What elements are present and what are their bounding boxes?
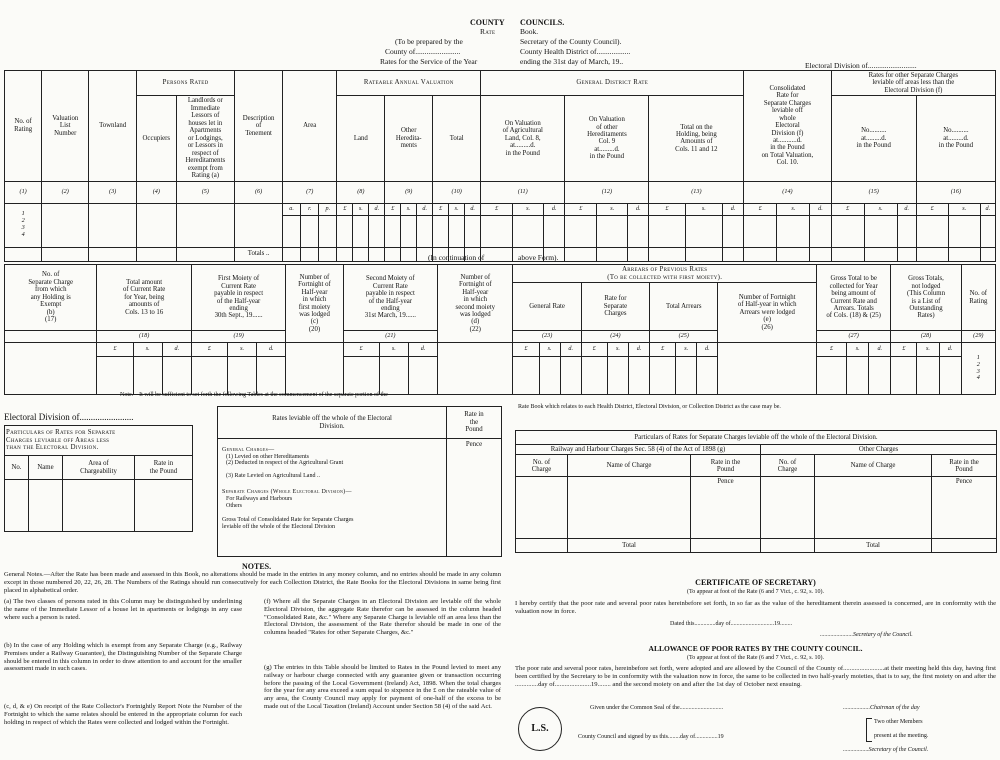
- unit-shillings: s.: [917, 343, 939, 357]
- middle-rating-table: [4, 264, 996, 395]
- col-no-separate: No. of Separate Charge from which any Holding is Exempt (b) (17): [5, 265, 97, 331]
- colnum-4: (4): [137, 181, 176, 203]
- unit-shillings: s.: [847, 343, 869, 357]
- allow-members: Two other Members: [874, 719, 923, 725]
- unit-pence: d.: [162, 343, 191, 357]
- col-second-moiety: Second Moiety of Current Rate payable in respect of the Half-year ending 31st March, 19......: [343, 265, 437, 331]
- header-prepared-by: (To be prepared by the: [395, 37, 463, 46]
- header-rate: Rate: [480, 27, 496, 36]
- colnum-28: (28): [891, 331, 961, 343]
- col-no-rating: No. of Rating: [5, 71, 42, 182]
- unit-shillings: s.: [948, 203, 980, 215]
- col-no1: No.......... at.........d. in the Pound: [831, 96, 916, 181]
- col-fortnight1: Number of Fortnight of Half-year in which first moiety was lodged (c) (20): [286, 265, 343, 343]
- col-gross-lodged: Gross Totals, not lodged (This Column is a List of Outstanding Rates): [891, 265, 961, 331]
- col-occupiers: Occupiers: [137, 96, 176, 181]
- unit-pounds: £: [649, 203, 685, 215]
- col-total-current: Total amount of Current Rate for Year, being amounts of Cols. 13 to 16: [97, 265, 191, 331]
- unit-pounds: £: [916, 203, 948, 215]
- unit-shillings: s.: [353, 203, 369, 215]
- header-county-of: County of........................: [385, 47, 461, 56]
- col-land: Land: [337, 96, 385, 181]
- header-health-district: County Health District of..................: [520, 47, 631, 56]
- small-left-ed: Electoral Division of........................: [4, 412, 134, 422]
- colnum-19: (19): [191, 331, 285, 343]
- cert-body: I hereby certify that the poor rate and several poor rates hereinbefore set forth, in so far as the value of the hereditament therein assessed is concerned, are in conformity with the valuation now in force.: [515, 600, 996, 615]
- unit-shillings: s.: [777, 203, 810, 215]
- notes-f: (f) Where all the Separate Charges in an Electoral Division are leviable off the whole Electoral Division, the aggregate Rate therefor can be assessed in the column headed "Consolidated Rate, &c." Where any Separate Charge is leviable off an area less than the Electoral Division, the assessment of the Rate therefor should be made in one of the columns headed "Rates for other Separate Charges, &c.": [264, 598, 501, 637]
- center-sep2: Others: [226, 502, 242, 509]
- center-gross: Gross Total of Consolidated Rate for Separate Charges leviable off the whole of the Electoral Division: [222, 517, 354, 530]
- right-rate-pound-1: Rate in the Pound: [691, 455, 761, 477]
- note-line-left: Note.—It will be sufficient to set forth the following Tables at the commencement of the separate portion of the: [120, 392, 388, 398]
- unit-shillings: s.: [449, 203, 465, 215]
- notes-general: General Notes.—After the Rate has been made and assessed in this Book, no alterations should be made in the entries in any money column, and no entries should be made in any column except in those numbered 20, 22, 26, 28. The Numbers of the Ratings should run consecutively for each Collection District, the Rate Books for the Electoral Divisions in same being first placed in alphabetical order.: [4, 571, 501, 594]
- allow-present: present at the meeting.: [874, 733, 929, 739]
- unit-pence: d.: [544, 203, 565, 215]
- totals-label: Totals ..: [235, 247, 283, 261]
- unit-pounds: £: [481, 203, 513, 215]
- colnum-9: (9): [385, 181, 433, 203]
- unit-pounds: £: [97, 343, 133, 357]
- header-secretary: Secretary of the County Council).: [520, 37, 622, 46]
- unit-pounds: £: [744, 203, 777, 215]
- col-no-rating-2: No. of Rating: [961, 265, 995, 331]
- unit-shillings: s.: [228, 343, 257, 357]
- colnum-15: (15): [831, 181, 916, 203]
- unit-pounds: £: [191, 343, 227, 357]
- right-charges-table: [515, 430, 997, 553]
- col-general-district: General District Rate: [481, 71, 744, 96]
- col-on-other: On Valuation of other Hereditaments Col. 9 at.........d. in the Pound: [565, 96, 649, 181]
- right-no-charge-1: No. of Charge: [516, 455, 568, 477]
- colnum-29: (29): [961, 331, 995, 343]
- col-arrears: Arrears of Previous Rates (To be collected with first moiety).: [513, 265, 817, 283]
- unit-pence: d.: [628, 203, 649, 215]
- unit-pounds: £: [650, 343, 676, 357]
- right-rate-pound-2: Rate in the Pound: [932, 455, 997, 477]
- right-name-charge-2: Name of Charge: [815, 455, 932, 477]
- colnum-27: (27): [817, 331, 891, 343]
- allow-given: Given under the Common Seal of the.............................: [590, 705, 724, 711]
- right-total-1: Total: [568, 539, 691, 553]
- center-rate-head: Rate in the Pound: [447, 407, 502, 439]
- col-other-hered: Other Heredita- ments: [385, 96, 433, 181]
- row-numbers-2: 1 2 3 4: [961, 343, 995, 395]
- unit-shillings: s.: [864, 203, 897, 215]
- unit-pounds: £: [343, 343, 379, 357]
- header-county: COUNTY: [470, 18, 505, 27]
- col-total-arrears: Total Arrears: [650, 283, 718, 331]
- header-ending: ending the 31st day of March, 19..: [520, 57, 624, 66]
- unit-shillings: s.: [133, 343, 162, 357]
- cert-sign: ......................Secretary of the Council.: [820, 632, 913, 638]
- colnum-10: (10): [433, 181, 481, 203]
- center-rates-table: [217, 406, 502, 557]
- unit-shillings: s.: [379, 343, 408, 357]
- unit-pence: d.: [560, 343, 581, 357]
- notes-g: (g) The entries in this Table should be limited to Rates in the Pound levied to meet any railway or harbour charge connected with any guarantee given or transaction occurring before the passing of the Local Government (Ireland) Act, 1898. When the total charges for the year for any area exceed a sum equal to sixpence in the £ on the rateable value of any area, the County Council may apply for payment of one-half of the excess to be made out of the Local Taxation (Ireland) Account under Section 58 (4) of the said Act.: [264, 664, 501, 710]
- col-valuation: Valuation List Number: [42, 71, 89, 182]
- colnum-18: (18): [97, 331, 191, 343]
- unit-pounds: £: [513, 343, 539, 357]
- colnum-2: (2): [42, 181, 89, 203]
- unit-shillings: s.: [607, 343, 628, 357]
- seal-circle: [518, 707, 562, 751]
- unit-pence: d.: [939, 343, 961, 357]
- unit-pounds: £: [817, 343, 847, 357]
- colnum-14: (14): [744, 181, 831, 203]
- small-left-area: Area of Chargeability: [63, 456, 135, 480]
- notes-b: (b) In the case of any Holding which is exempt from any Separate Charge (e.g., Railway Premises under a Railway Guarantee), the Distinguishing Number of the Separate Charge should be entered in this column in order to draw attention to and account for the smaller assessment made in such cases.: [4, 642, 242, 673]
- unit-shillings: s.: [685, 203, 722, 215]
- unit-pounds: £: [891, 343, 917, 357]
- colnum-11: (11): [481, 181, 565, 203]
- unit-shillings: s.: [597, 203, 628, 215]
- cert-title: CERTIFICATE OF SECRETARY): [695, 578, 816, 587]
- colnum-5: (5): [176, 181, 235, 203]
- unit-acres: a.: [283, 203, 301, 215]
- seal-label: L.S.: [531, 723, 549, 735]
- right-title: Particulars of Rates for Separate Charges leviable off the whole of the Electoral Division.: [516, 431, 997, 445]
- col-on-agri: On Valuation of Agricultural Land, Col. 8, at.........d. in the Pound: [481, 96, 565, 181]
- col-rateable: Rateable Annual Valuation: [337, 71, 481, 96]
- col-rate-separate: Rate for Separate Charges: [581, 283, 649, 331]
- small-left-name: Name: [29, 456, 63, 480]
- right-pence-1: Pence: [691, 477, 761, 539]
- top-rating-table: [4, 70, 996, 262]
- center-gc2: (2) Deducted in respect of the Agricultural Grant: [226, 460, 344, 467]
- unit-pence: d.: [722, 203, 743, 215]
- colnum-12: (12): [565, 181, 649, 203]
- col-consolidated: Consolidated Rate for Separate Charges leviable off whole Electoral Division (f) at...........d. in the Pound on Total Valuation, Col. 10.: [744, 71, 831, 182]
- unit-perches: p.: [319, 203, 337, 215]
- unit-roods: r.: [301, 203, 319, 215]
- unit-pounds: £: [385, 203, 401, 215]
- unit-pounds: £: [337, 203, 353, 215]
- center-gc3: (3) Rate Levied on Agricultural Land ..: [226, 472, 320, 479]
- small-left-rate: Rate in the Pound: [135, 456, 193, 480]
- colnum-3: (3): [89, 181, 137, 203]
- colnum-7: (7): [283, 181, 337, 203]
- col-area: Area: [283, 71, 337, 182]
- center-title: Rates leviable off the whole of the Electoral Division.: [218, 407, 447, 439]
- right-name-charge-1: Name of Charge: [568, 455, 691, 477]
- header-book: Book.: [520, 27, 539, 36]
- col-description: Description of Tenement: [235, 71, 283, 182]
- small-left-no: No.: [5, 456, 29, 480]
- colnum-25: (25): [650, 331, 718, 343]
- colnum-13: (13): [649, 181, 744, 203]
- allow-title: ALLOWANCE OF POOR RATES BY THE COUNTY COUNCIL.: [648, 644, 863, 653]
- center-gc: General Charges—: [222, 447, 275, 453]
- allow-chairman: ..................Chairman of the day: [843, 705, 920, 711]
- allow-sub: (To appear at foot of the Rate (6 and 7 Vict., c. 92, s. 10).: [686, 655, 825, 661]
- col-landlords: Landlords or Immediate Lessors of houses let in Apartments or Lodgings, or Lessors in respect of Hereditaments exempt from Rating (a): [176, 96, 235, 181]
- center-sep1: For Railways and Harbours: [226, 495, 293, 502]
- col-persons-rated: Persons Rated: [137, 71, 235, 96]
- unit-pounds: £: [565, 203, 597, 215]
- colnum-21: (21): [343, 331, 437, 343]
- col-general-rate: General Rate: [513, 283, 581, 331]
- cert-sub: (To appear at foot of the Rate (6 and 7 Vict., c. 92, s. 10).: [686, 589, 825, 595]
- colnum-1: (1): [5, 181, 42, 203]
- small-left-heading: Particulars of Rates for Separate Charges leviable off Areas less than the Electoral Division.: [5, 426, 193, 456]
- col-first-moiety: First Moiety of Current Rate payable in respect of the Half-year ending 30th Sept., 19......: [191, 265, 285, 331]
- unit-shillings: s.: [513, 203, 544, 215]
- colnum-24: (24): [581, 331, 649, 343]
- unit-pence: d.: [369, 203, 385, 215]
- notes-cde: (c, d, & e) On receipt of the Rate Collector's Fortnightly Report Note the Number of the Fortnight to which the same relates should be entered in the appropriate column for each holding in respect of which the Rates were collected and lodged within the Fortnight.: [4, 703, 242, 726]
- colnum-23: (23): [513, 331, 581, 343]
- allow-secretary: .................Secretary of the Council.: [843, 747, 929, 753]
- unit-pounds: £: [433, 203, 449, 215]
- unit-pence: d.: [408, 343, 437, 357]
- col-fortnight-arrears: Number of Fortnight of Half-year in which Arrears were lodged (e) (26): [718, 283, 817, 343]
- col-other-separate: Rates for other Separate Charges leviable off areas less than the Electoral Division (f): [831, 71, 995, 96]
- row-numbers: 1 2 3 4: [5, 203, 42, 247]
- continuation-note: (In continuation of: [428, 253, 485, 262]
- center-pence: Pence: [447, 439, 502, 557]
- col-gross-total: Gross Total to be collected for Year being amount of Current Rate and Arrears. Totals of Cols. (18) & (25): [817, 265, 891, 331]
- col-fortnight2: Number of Fortnight of Half-year in which second moiety was lodged (d) (22): [438, 265, 513, 343]
- unit-pence: d.: [897, 203, 916, 215]
- small-left-table: [4, 425, 193, 532]
- notes-heading: NOTES.: [242, 562, 272, 571]
- col-total: Total: [433, 96, 481, 181]
- header-councils: COUNCILS.: [520, 18, 565, 27]
- right-total-2: Total: [815, 539, 932, 553]
- unit-pounds: £: [831, 203, 864, 215]
- center-gc1: (1) Levied on other Hereditaments: [226, 453, 309, 460]
- above-form-note: above Form).: [518, 253, 559, 262]
- right-other: Other Charges: [761, 445, 997, 455]
- right-railway: Railway and Harbour Charges Sec. 58 (4) of the Act of 1898 (g): [516, 445, 761, 455]
- allow-body: The poor rate and several poor rates, hereinbefore set forth, were adopted and are allowed by the Council of the County of.........................at their meeting held this day, having first been certified by the Secretary to be in conformity with the valuation now in force, the same to be collected in two half-yearly moieties, that is to say, the first moiety on and after the ..............day of......................19........ and the second moiety on and after the 1st day of October next ensuing.: [515, 665, 996, 688]
- unit-shillings: s.: [401, 203, 417, 215]
- colnum-8: (8): [337, 181, 385, 203]
- col-total-holding: Total on the Holding, being Amounts of Cols. 11 and 12: [649, 96, 744, 181]
- header-electoral-division: Electoral Division of..........................: [805, 61, 917, 70]
- colnum-6: (6): [235, 181, 283, 203]
- unit-pence: d.: [417, 203, 433, 215]
- unit-pence: d.: [628, 343, 649, 357]
- notes-a: (a) The two classes of persons rated in this Column may be distinguished by underlining the name of the Immediate Lessor of a house let in apartments or lodgings in any case where such a person is rated.: [4, 598, 242, 621]
- unit-pence: d.: [869, 343, 891, 357]
- cert-dated: Dated this..............day of.............................19........: [670, 621, 793, 627]
- note-line-right: Rate Book which relates to each Health District, Electoral Division, or Collection District as the case may be.: [518, 404, 781, 410]
- colnum-16: (16): [916, 181, 995, 203]
- right-pence-2: Pence: [932, 477, 997, 539]
- allow-signed: County Council and signed by us this........day of...............19: [578, 734, 724, 740]
- unit-pence: d.: [810, 203, 831, 215]
- col-townland: Townland: [89, 71, 137, 182]
- col-no2: No.......... at.........d. in the Pound: [916, 96, 995, 181]
- unit-shillings: s.: [539, 343, 560, 357]
- center-sep: Separate Charges (Whole Electoral Division)—: [222, 489, 352, 496]
- right-no-charge-2: No. of Charge: [761, 455, 815, 477]
- unit-pence: d.: [465, 203, 481, 215]
- unit-pence: d.: [980, 203, 995, 215]
- unit-pence: d.: [697, 343, 718, 357]
- unit-pounds: £: [581, 343, 607, 357]
- members-brace: [866, 718, 872, 742]
- header-rates-for: Rates for the Service of the Year: [380, 57, 478, 66]
- unit-shillings: s.: [676, 343, 697, 357]
- unit-pence: d.: [257, 343, 286, 357]
